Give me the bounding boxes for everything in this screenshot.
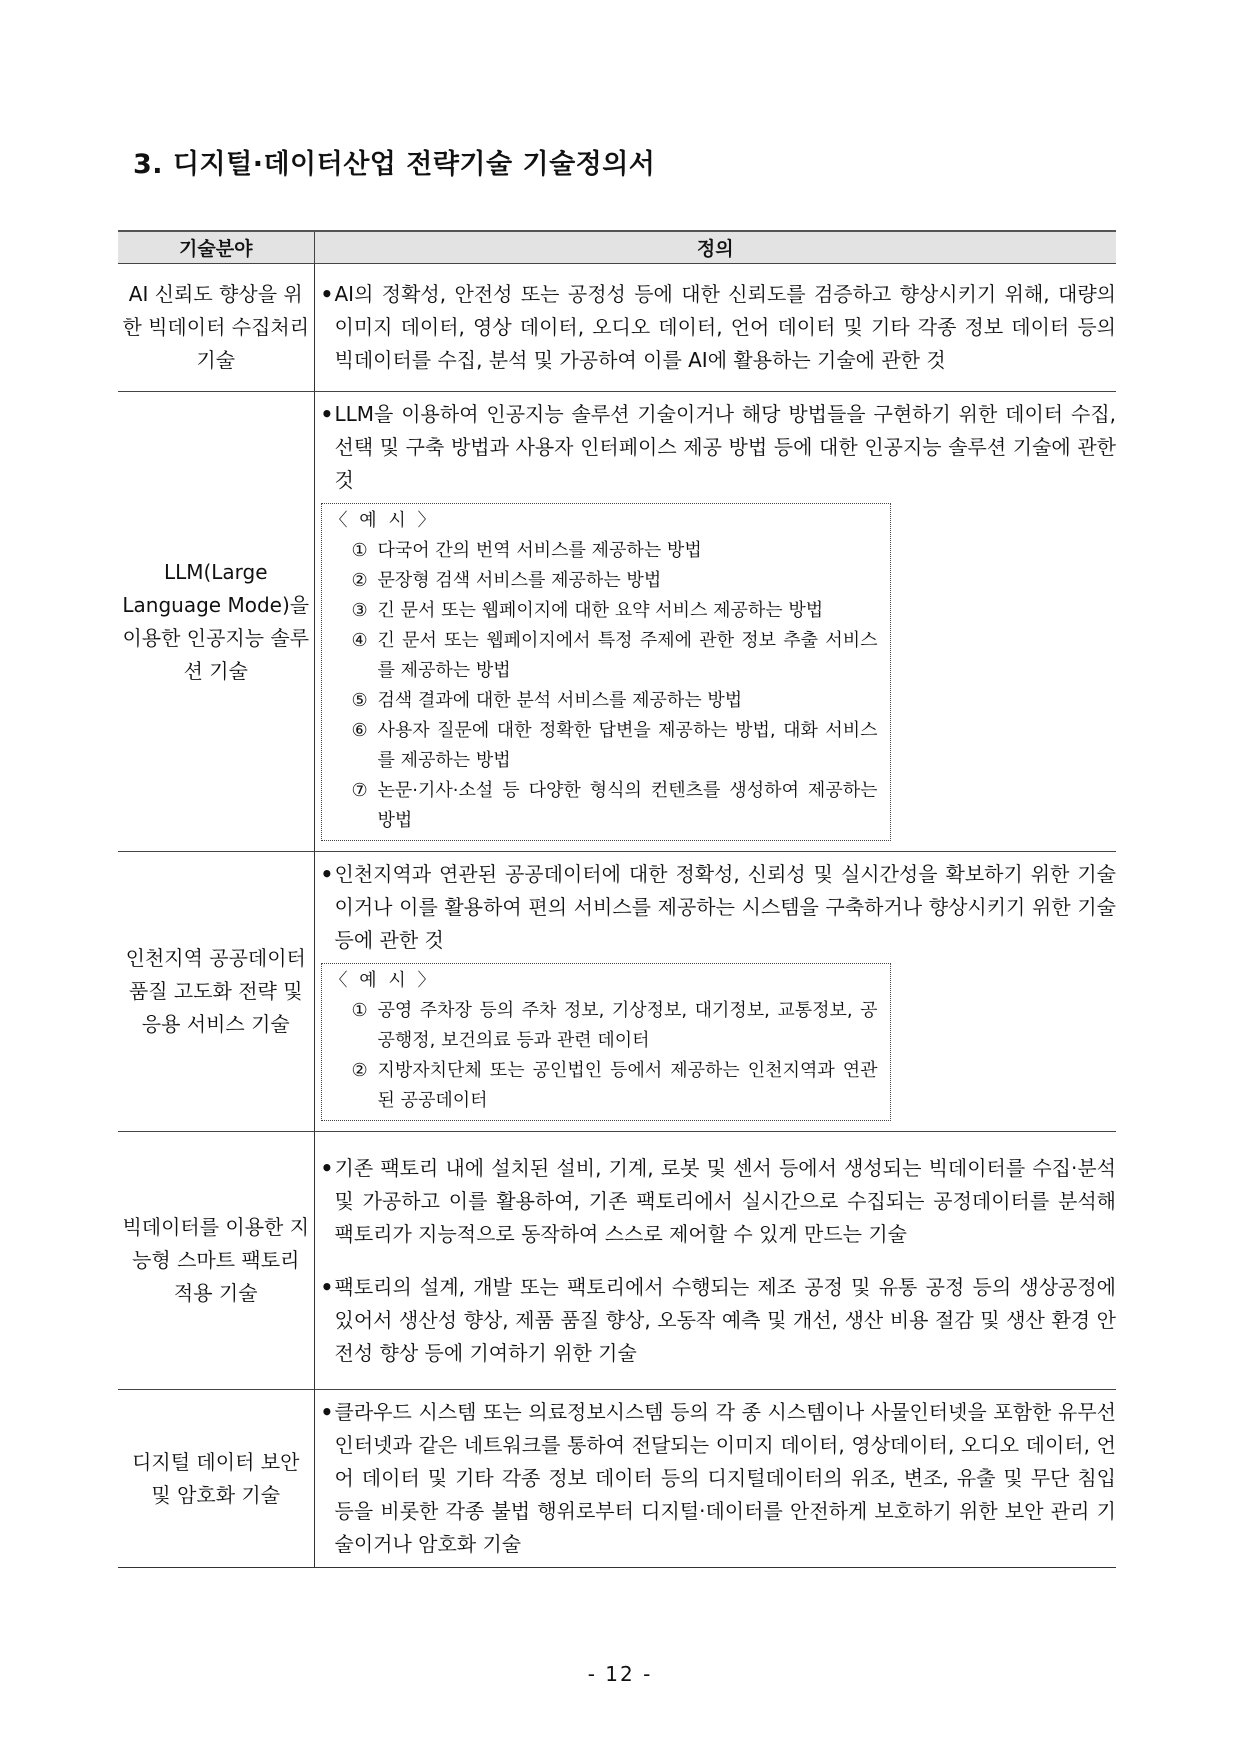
bullet-text: LLM을 이용하여 인공지능 솔루션 기술이거나 해당 방법들을 구현하기 위한 데이터 수집, 선택 및 구축 방법과 사용자 인터페이스 제공 방법 등에 대한 인공지능 솔루션 기술에 관한 것	[334, 402, 1116, 492]
example-text: 다국어 간의 번역 서비스를 제공하는 방법	[377, 540, 702, 561]
field-cell: LLM(Large Language Mode)을 이용한 인공지능 솔루션 기술	[118, 392, 314, 852]
table-row	[118, 852, 1116, 1132]
definition-bullet	[321, 398, 1117, 497]
page-heading: 3. 디지털·데이터산업 전략기술 기술정의서	[133, 149, 656, 180]
example-number: ①	[351, 1000, 368, 1021]
example-text: 긴 문서 또는 웹페이지에 대한 요약 서비스 제공하는 방법	[377, 600, 824, 621]
definition-bullet	[321, 1152, 1117, 1251]
bullet-marker: •	[320, 1274, 334, 1299]
example-item	[330, 686, 878, 716]
example-text: 사용자 질문에 대한 정확한 답변을 제공하는 방법, 대화 서비스를 제공하는 방법	[377, 720, 878, 771]
example-text: 지방자치단체 또는 공인법인 등에서 제공하는 인천지역과 연관된 공공데이터	[377, 1060, 878, 1111]
example-item	[330, 596, 878, 626]
definition-cell	[314, 1132, 1116, 1390]
definition-bullet	[321, 858, 1117, 957]
example-number: ⑤	[351, 690, 368, 711]
example-number: ①	[351, 540, 368, 561]
example-number: ②	[351, 570, 368, 591]
example-item	[330, 776, 878, 836]
definition-bullet	[321, 278, 1117, 377]
bullet-text: AI의 정확성, 안전성 또는 공정성 등에 대한 신뢰도를 검증하고 향상시키기 위해, 대량의 이미지 데이터, 영상 데이터, 오디오 데이터, 언어 데이터 및 기타 각종 정보 데이터 등의 빅데이터를 수집, 분석 및 가공하여 이를 AI에 활용하는 기술에 관한 것	[334, 282, 1116, 372]
definition-cell	[314, 264, 1116, 392]
example-box	[321, 503, 891, 841]
definition-bullet	[321, 1396, 1117, 1561]
example-item	[330, 716, 878, 776]
table-row	[118, 1390, 1116, 1568]
example-number: ③	[351, 600, 368, 621]
bullet-text: 팩토리의 설계, 개발 또는 팩토리에서 수행되는 제조 공정 및 유통 공정 등의 생상공정에 있어서 생산성 향상, 제품 품질 향상, 오동작 예측 및 개선, 생산 비용 절감 및 생산 환경 안전성 향상 등에 기여하기 위한 기술	[334, 1274, 1116, 1365]
example-title: 〈 예 시 〉	[329, 510, 439, 531]
example-item	[330, 626, 878, 686]
table-header-row	[118, 231, 1116, 264]
example-number: ④	[351, 630, 368, 651]
example-text: 검색 결과에 대한 분석 서비스를 제공하는 방법	[377, 690, 743, 711]
example-box	[321, 963, 891, 1121]
definition-bullet	[321, 1271, 1117, 1370]
field-cell: 빅데이터를 이용한 지능형 스마트 팩토리 적용 기술	[118, 1132, 314, 1390]
example-title: 〈 예 시 〉	[329, 970, 439, 991]
example-item	[330, 536, 878, 566]
tech-definition-table	[118, 230, 1116, 1568]
example-text: 논문·기사·소설 등 다양한 형식의 컨텐츠를 생성하여 제공하는 방법	[377, 780, 878, 831]
bullet-marker: •	[320, 862, 334, 886]
example-text: 문장형 검색 서비스를 제공하는 방법	[377, 570, 662, 591]
page-number: - 12 -	[587, 1662, 653, 1686]
field-cell: AI 신뢰도 향상을 위한 빅데이터 수집처리기술	[118, 264, 314, 392]
example-item	[330, 566, 878, 596]
example-number: ②	[351, 1060, 368, 1081]
bullet-marker: •	[320, 402, 334, 426]
example-text: 공영 주차장 등의 주차 정보, 기상정보, 대기정보, 교통정보, 공공행정, 보건의료 등과 관련 데이터	[377, 1000, 878, 1051]
example-text: 긴 문서 또는 웹페이지에서 특정 주제에 관한 정보 추출 서비스를 제공하는 방법	[377, 630, 878, 681]
bullet-marker: •	[320, 1400, 334, 1424]
field-cell: 디지털 데이터 보안 및 암호화 기술	[118, 1390, 314, 1568]
example-number: ⑥	[351, 720, 368, 741]
header-definition: 정의	[314, 231, 1116, 264]
definition-cell	[314, 852, 1116, 1132]
bullet-text: 인천지역과 연관된 공공데이터에 대한 정확성, 신뢰성 및 실시간성을 확보하기 위한 기술이거나 이를 활용하여 편의 서비스를 제공하는 시스템을 구축하거나 향상시키기 위한 기술 등에 관한 것	[334, 862, 1116, 952]
header-field: 기술분야	[118, 231, 314, 264]
field-cell: 인천지역 공공데이터 품질 고도화 전략 및 응용 서비스 기술	[118, 852, 314, 1132]
bullet-text: 클라우드 시스템 또는 의료정보시스템 등의 각 종 시스템이나 사물인터넷을 포함한 유무선 인터넷과 같은 네트워크를 통하여 전달되는 이미지 데이터, 영상데이터, 오디오 데이터, 언어 데이터 및 기타 각종 정보 데이터 등의 디지털데이터의 위조, 변조, 유출 및 무단 침입 등을 비롯한 각종 불법 행위로부터 디지털·데이터를 안전하게 보호하기 위한 보안 관리 기술이거나 암호화 기술	[334, 1400, 1116, 1556]
table-row	[118, 1132, 1116, 1390]
table-row	[118, 392, 1116, 852]
definition-cell	[314, 1390, 1116, 1568]
table-row	[118, 264, 1116, 392]
bullet-text: 기존 팩토리 내에 설치된 설비, 기계, 로봇 및 센서 등에서 생성되는 빅데이터를 수집·분석 및 가공하고 이를 활용하여, 기존 팩토리에서 실시간으로 수집되는 공정데이터를 분석해 팩토리가 지능적으로 동작하여 스스로 제어할 수 있게 만드는 기술	[334, 1155, 1116, 1246]
example-number: ⑦	[351, 780, 368, 801]
bullet-marker: •	[320, 1155, 334, 1180]
bullet-marker: •	[320, 282, 334, 306]
example-item	[330, 996, 878, 1056]
example-item	[330, 1056, 878, 1116]
definition-cell	[314, 392, 1116, 852]
